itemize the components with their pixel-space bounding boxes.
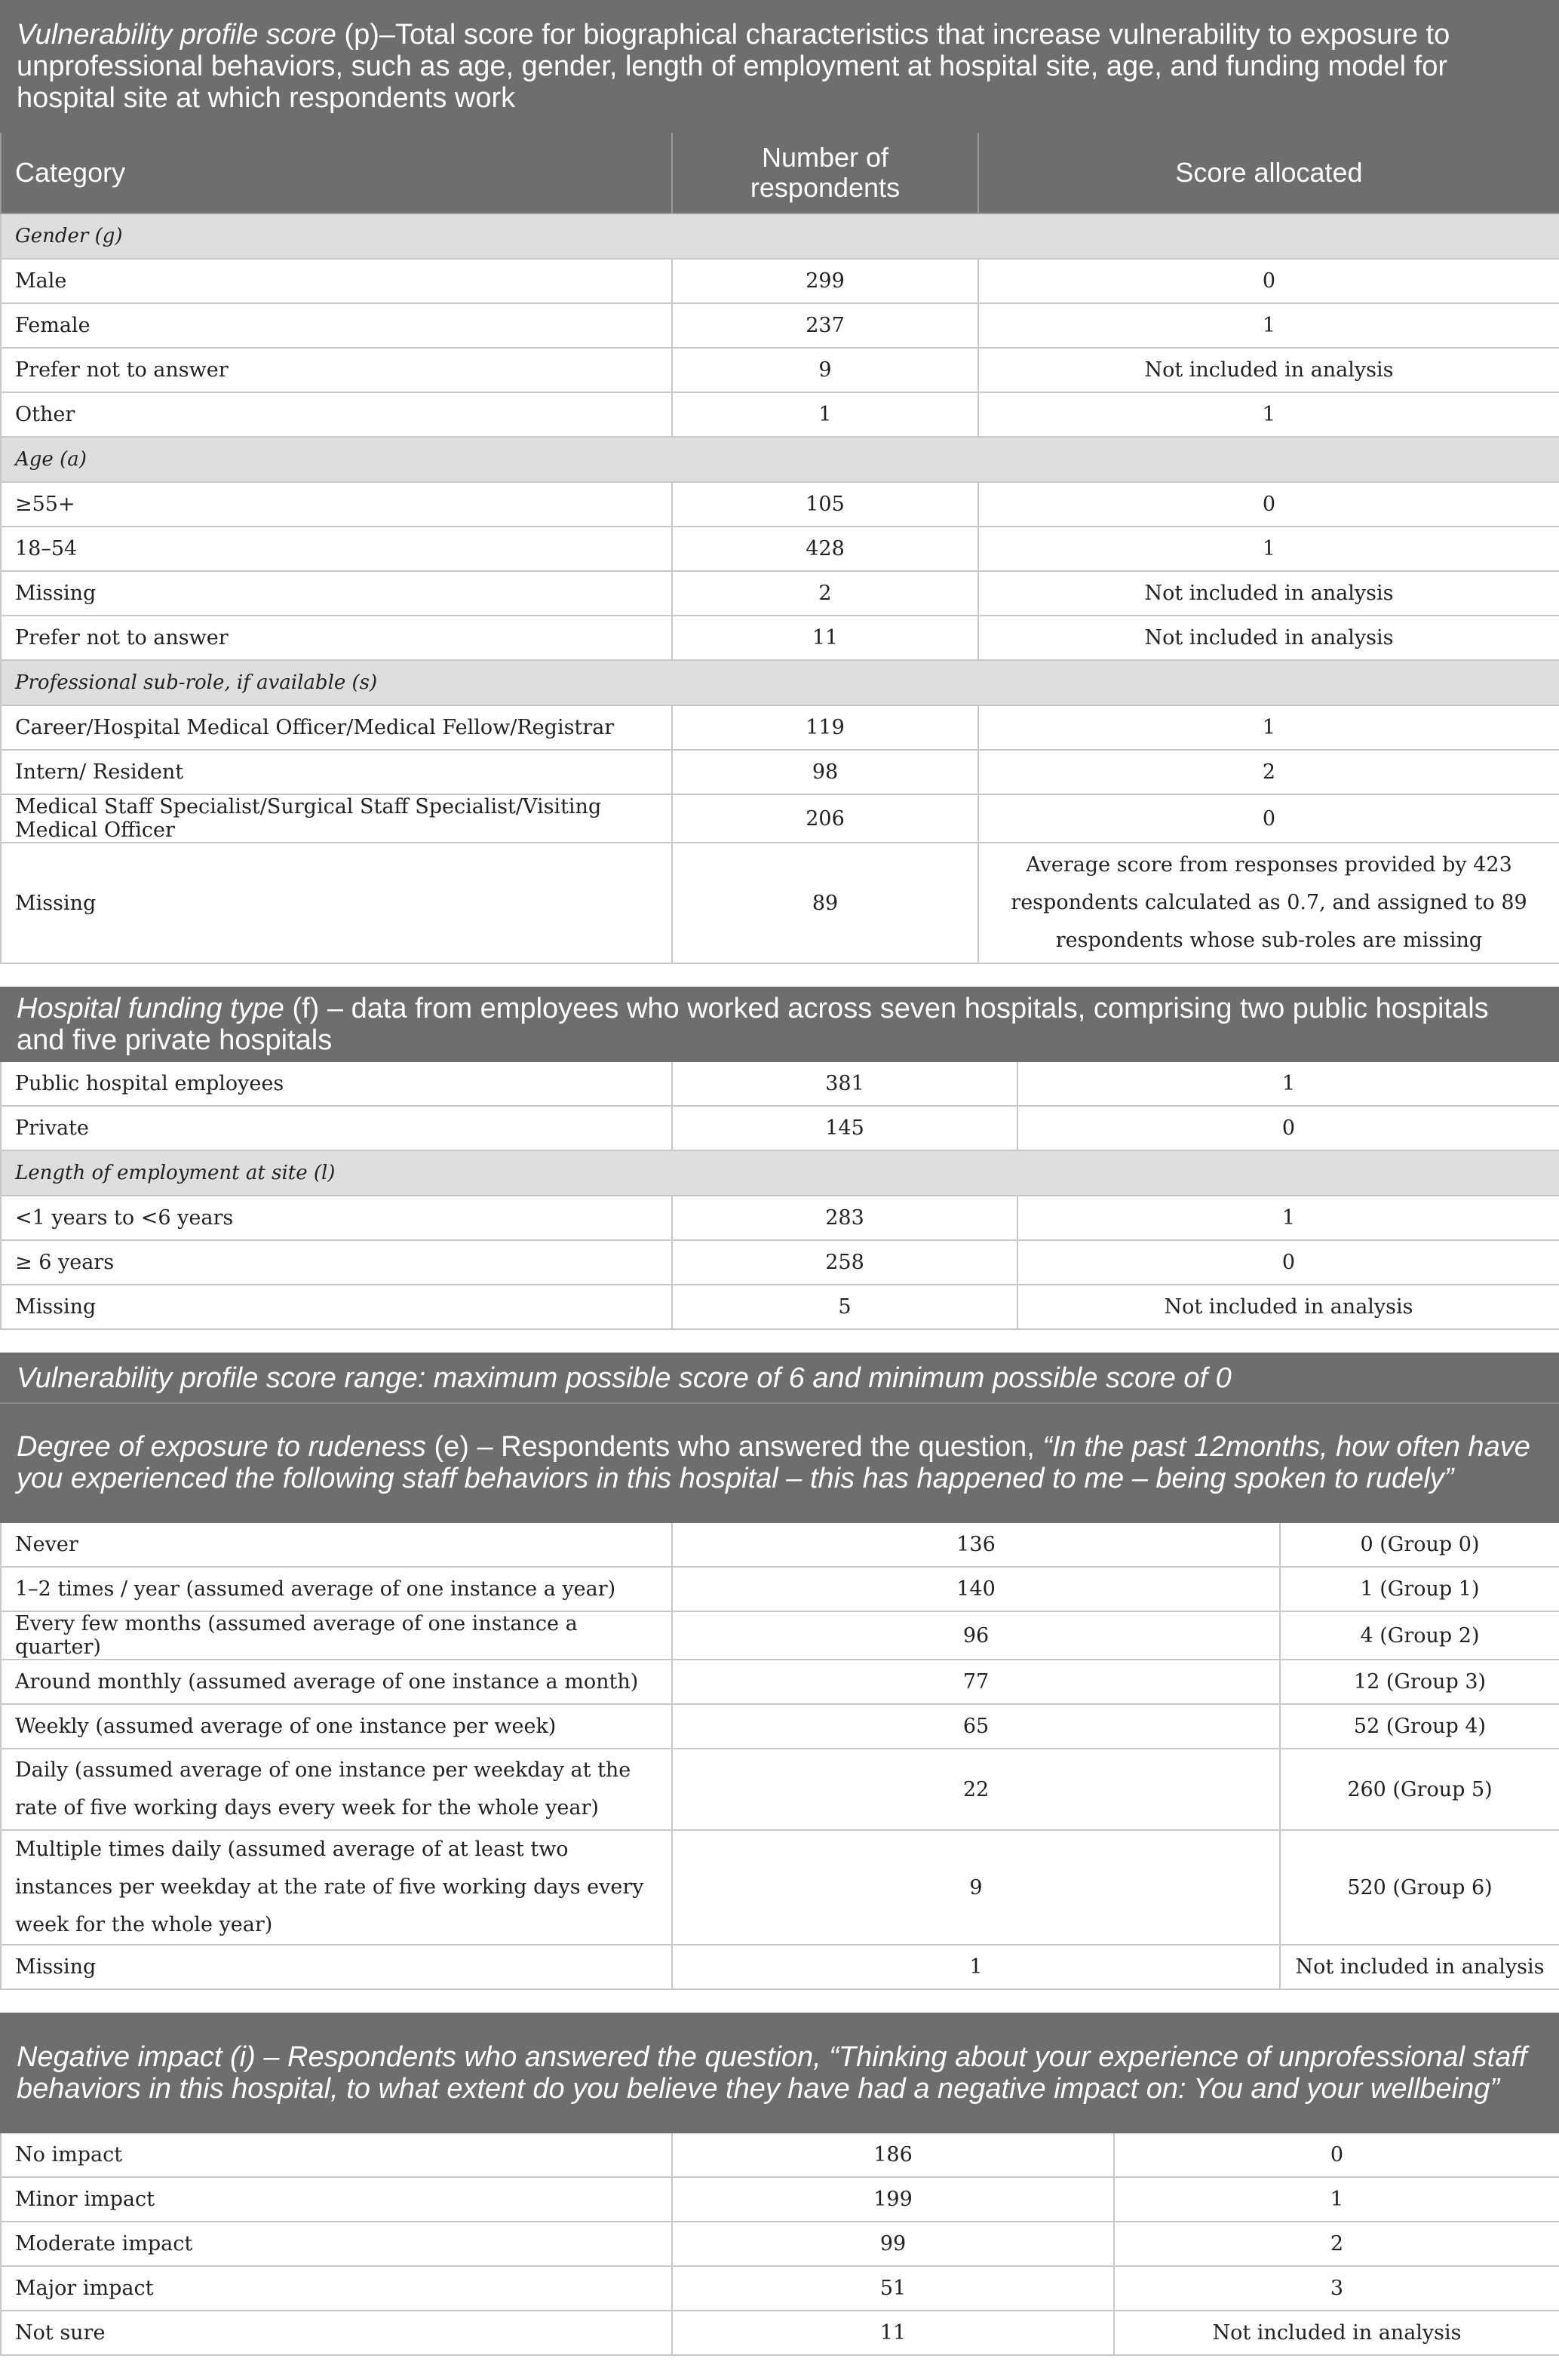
cell-category: Other <box>1 392 672 437</box>
table4-title: Negative impact (i) – Respondents who answered the question, “Thinking about your experience of unprofessional staff behaviors in this hospital, to what extent do you believe they have had a negative impact on: You and your wellbeing” <box>1 2013 1559 2133</box>
table-row <box>1 571 1559 616</box>
cell-score: 52 (Group 4) <box>1280 1704 1559 1749</box>
cell-score: 1 (Group 1) <box>1280 1567 1559 1611</box>
cell-category: Male <box>1 259 672 303</box>
table-row <box>1 1660 1559 1704</box>
cell-count: 89 <box>672 843 978 963</box>
column-header-category: Category <box>1 132 672 213</box>
cell-count: 105 <box>672 482 978 527</box>
hospital-funding-table <box>0 987 1559 1330</box>
cell-count: 283 <box>672 1196 1017 1240</box>
score-range-title: Vulnerability profile score range: maximum possible score of 6 and minimum possible score of 0 <box>1 1353 1559 1403</box>
vulnerability-profile-table <box>0 0 1559 964</box>
cell-count: 381 <box>672 1061 1017 1106</box>
cell-score: 1 <box>1114 2177 1559 2222</box>
cell-category: Not sure <box>1 2311 672 2355</box>
cell-category: Medical Staff Specialist/Surgical Staff Specialist/Visiting Medical Officer <box>1 794 672 843</box>
table-row <box>1 1196 1559 1240</box>
table-row <box>1 750 1559 794</box>
cell-count: 5 <box>672 1285 1017 1329</box>
section-row <box>1 1150 1559 1196</box>
cell-score: 1 <box>978 303 1559 348</box>
table-gap <box>0 964 1559 987</box>
cell-score: 1 <box>1017 1061 1559 1106</box>
cell-score: 12 (Group 3) <box>1280 1660 1559 1704</box>
table-row <box>1 2133 1559 2177</box>
cell-score: Average score from responses provided by 423 respondents calculated as 0.7, and assigned to 89 respondents whose sub-roles are missing <box>978 843 1559 963</box>
section-label: Gender (g) <box>1 213 1559 259</box>
cell-category: ≥55+ <box>1 482 672 527</box>
cell-score: 520 (Group 6) <box>1280 1830 1559 1945</box>
table1-header-row <box>1 132 1559 213</box>
cell-count: 2 <box>672 571 978 616</box>
cell-count: 237 <box>672 303 978 348</box>
section-label: Age (a) <box>1 437 1559 482</box>
cell-count: 136 <box>672 1522 1280 1567</box>
cell-count: 96 <box>672 1611 1280 1660</box>
cell-score: Not included in analysis <box>978 616 1559 660</box>
table3-title: Degree of exposure to rudeness (e) – Respondents who answered the question, “In the past 12months, how often have you experienced the following staff behaviors in this hospital – this has happened to me – being spoken to rudely” <box>1 1403 1559 1522</box>
table-row <box>1 1611 1559 1660</box>
cell-count: 258 <box>672 1240 1017 1285</box>
section-row <box>1 213 1559 259</box>
section-label: Professional sub-role, if available (s) <box>1 660 1559 705</box>
cell-category: 18–54 <box>1 527 672 571</box>
table-row <box>1 1061 1559 1106</box>
cell-category: <1 years to <6 years <box>1 1196 672 1240</box>
cell-category: Multiple times daily (assumed average of at least two instances per weekday at the rate of five working days every week for the whole year) <box>1 1830 672 1945</box>
cell-count: 65 <box>672 1704 1280 1749</box>
cell-category: Career/Hospital Medical Officer/Medical Fellow/Registrar <box>1 705 672 750</box>
table-row <box>1 259 1559 303</box>
table-row <box>1 1704 1559 1749</box>
cell-score: 0 <box>978 259 1559 303</box>
table2-title-row <box>1 987 1559 1061</box>
cell-score: 0 <box>1017 1106 1559 1150</box>
cell-category: 1–2 times / year (assumed average of one instance a year) <box>1 1567 672 1611</box>
cell-score: 0 <box>1114 2133 1559 2177</box>
cell-category: ≥ 6 years <box>1 1240 672 1285</box>
cell-category: Public hospital employees <box>1 1061 672 1106</box>
cell-score: 0 <box>978 482 1559 527</box>
cell-count: 145 <box>672 1106 1017 1150</box>
table-row <box>1 2311 1559 2355</box>
cell-count: 299 <box>672 259 978 303</box>
section-label: Length of employment at site (l) <box>1 1150 1559 1196</box>
cell-count: 9 <box>672 348 978 392</box>
cell-category: Major impact <box>1 2266 672 2311</box>
cell-score: 260 (Group 5) <box>1280 1749 1559 1830</box>
cell-category: Missing <box>1 571 672 616</box>
cell-count: 186 <box>672 2133 1114 2177</box>
table-row <box>1 1285 1559 1329</box>
table-row <box>1 1749 1559 1830</box>
cell-count: 9 <box>672 1830 1280 1945</box>
cell-category: Prefer not to answer <box>1 616 672 660</box>
table-gap <box>0 1990 1559 2013</box>
cell-score: Not included in analysis <box>978 571 1559 616</box>
cell-score: 4 (Group 2) <box>1280 1611 1559 1660</box>
table-row <box>1 303 1559 348</box>
rudeness-exposure-table <box>0 1353 1559 1990</box>
cell-category: Missing <box>1 843 672 963</box>
cell-count: 22 <box>672 1749 1280 1830</box>
cell-score: 0 (Group 0) <box>1280 1522 1559 1567</box>
cell-count: 1 <box>672 1945 1280 1989</box>
table1-title: Vulnerability profile score (p)–Total score for biographical characteristics that increase vulnerability to exposure to unprofessional behaviors, such as age, gender, length of employment at hospital site, age, and funding model for hospital site at which respondents work <box>1 1 1559 132</box>
cell-category: Intern/ Resident <box>1 750 672 794</box>
section-row <box>1 437 1559 482</box>
table-row <box>1 2222 1559 2266</box>
table1-title-row <box>1 1 1559 132</box>
cell-category: Prefer not to answer <box>1 348 672 392</box>
cell-count: 119 <box>672 705 978 750</box>
score-range-row <box>1 1353 1559 1403</box>
table-row <box>1 1830 1559 1945</box>
cell-category: Daily (assumed average of one instance per weekday at the rate of five working days every week for the whole year) <box>1 1749 672 1830</box>
cell-score: 0 <box>978 794 1559 843</box>
cell-category: Private <box>1 1106 672 1150</box>
table-row <box>1 2266 1559 2311</box>
cell-score: 1 <box>1017 1196 1559 1240</box>
table-row <box>1 705 1559 750</box>
section-row <box>1 660 1559 705</box>
table-row <box>1 1945 1559 1989</box>
cell-score: 2 <box>978 750 1559 794</box>
table-row <box>1 2177 1559 2222</box>
table-row <box>1 616 1559 660</box>
cell-score: Not included in analysis <box>978 348 1559 392</box>
table-row <box>1 1567 1559 1611</box>
cell-count: 199 <box>672 2177 1114 2222</box>
cell-category: Missing <box>1 1945 672 1989</box>
cell-count: 428 <box>672 527 978 571</box>
cell-category: No impact <box>1 2133 672 2177</box>
cell-category: Around monthly (assumed average of one instance a month) <box>1 1660 672 1704</box>
table-row <box>1 794 1559 843</box>
table3-title-row <box>1 1403 1559 1522</box>
table-row <box>1 482 1559 527</box>
table-row <box>1 1106 1559 1150</box>
table-row <box>1 392 1559 437</box>
column-header-respondents: Number of respondents <box>672 132 978 213</box>
negative-impact-table <box>0 2013 1559 2356</box>
cell-count: 1 <box>672 392 978 437</box>
cell-score: 1 <box>978 392 1559 437</box>
table2-title: Hospital funding type (f) – data from employees who worked across seven hospitals, comprising two public hospitals and five private hospitals <box>1 987 1559 1061</box>
column-header-score: Score allocated <box>978 132 1559 213</box>
table-row <box>1 1522 1559 1567</box>
cell-count: 98 <box>672 750 978 794</box>
cell-category: Weekly (assumed average of one instance per week) <box>1 1704 672 1749</box>
cell-count: 77 <box>672 1660 1280 1704</box>
cell-count: 206 <box>672 794 978 843</box>
cell-category: Never <box>1 1522 672 1567</box>
cell-count: 11 <box>672 616 978 660</box>
cell-category: Minor impact <box>1 2177 672 2222</box>
cell-score: 2 <box>1114 2222 1559 2266</box>
cell-score: 0 <box>1017 1240 1559 1285</box>
cell-score: Not included in analysis <box>1017 1285 1559 1329</box>
cell-count: 99 <box>672 2222 1114 2266</box>
cell-score: 1 <box>978 527 1559 571</box>
cell-count: 51 <box>672 2266 1114 2311</box>
cell-score: Not included in analysis <box>1280 1945 1559 1989</box>
table4-title-row <box>1 2013 1559 2133</box>
cell-score: Not included in analysis <box>1114 2311 1559 2355</box>
table-row <box>1 527 1559 571</box>
cell-count: 140 <box>672 1567 1280 1611</box>
cell-category: Every few months (assumed average of one instance a quarter) <box>1 1611 672 1660</box>
table-row <box>1 843 1559 963</box>
cell-score: 1 <box>978 705 1559 750</box>
table-gap <box>0 1330 1559 1353</box>
table-row <box>1 348 1559 392</box>
cell-category: Moderate impact <box>1 2222 672 2266</box>
cell-category: Missing <box>1 1285 672 1329</box>
cell-score: 3 <box>1114 2266 1559 2311</box>
cell-count: 11 <box>672 2311 1114 2355</box>
table-row <box>1 1240 1559 1285</box>
cell-category: Female <box>1 303 672 348</box>
